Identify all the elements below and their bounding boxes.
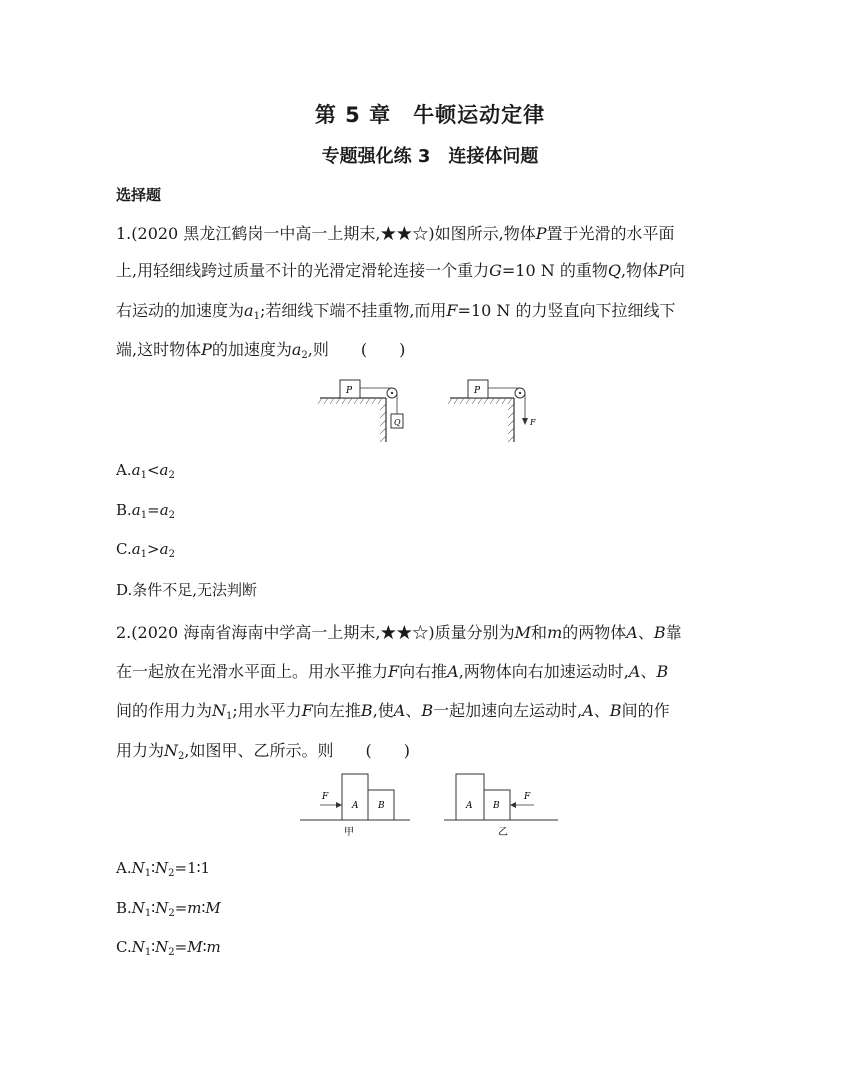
block-p-label: P bbox=[346, 386, 353, 396]
block-p-label: P bbox=[474, 386, 481, 396]
option-op: = bbox=[147, 501, 160, 519]
option-var: m bbox=[187, 899, 202, 917]
q2-text: ,两物体向右加速运动时, bbox=[458, 662, 629, 681]
q1-text: 上,用轻细线跨过质量不计的光滑定滑轮连接一个重力 bbox=[116, 261, 490, 280]
option-op: = bbox=[174, 938, 188, 956]
q2-var: A bbox=[447, 662, 459, 681]
q2-var: N bbox=[164, 741, 179, 760]
q1-text: ;若细线下端不挂重物,而用 bbox=[259, 301, 447, 320]
q2-line-1 bbox=[116, 620, 682, 643]
q2-var: B bbox=[656, 662, 669, 681]
q1-line-1 bbox=[116, 221, 675, 244]
option-label: A. bbox=[116, 859, 132, 877]
q2-var: A bbox=[628, 662, 641, 681]
option-op: ∶ bbox=[151, 899, 156, 917]
option-sub: 2 bbox=[168, 549, 175, 560]
option-sub: 2 bbox=[168, 868, 175, 879]
option-var: N bbox=[131, 899, 145, 917]
q1-line-4 bbox=[116, 337, 405, 361]
q1-option-d[interactable]: D.条件不足,无法判断 bbox=[116, 581, 258, 599]
q1-var: P bbox=[535, 224, 547, 243]
q2-var: B bbox=[609, 701, 622, 720]
q2-text: 间的作用力为 bbox=[116, 701, 213, 720]
q2-var: N bbox=[212, 701, 227, 720]
q2-text: 的两物体 bbox=[562, 623, 627, 642]
q2-sub: 2 bbox=[178, 751, 185, 762]
q2-var: B bbox=[653, 623, 666, 642]
option-var: N bbox=[155, 899, 169, 917]
q1-text: 的加速度为 bbox=[211, 340, 292, 359]
option-op: ∶ bbox=[151, 859, 156, 877]
q2-line-2 bbox=[116, 659, 668, 682]
option-op: ∶ bbox=[202, 938, 207, 956]
q2-text: ;用水平力 bbox=[232, 701, 302, 720]
option-label: C. bbox=[116, 938, 132, 956]
q2-text: ,如图甲、乙所示。则 ( ) bbox=[184, 741, 410, 760]
q2-fig-yi bbox=[444, 774, 558, 838]
q1-text: ,物体 bbox=[620, 261, 659, 280]
force-f-label: F bbox=[524, 792, 531, 802]
option-sub: 2 bbox=[168, 470, 175, 481]
q2-text: 间的作 bbox=[621, 701, 670, 720]
q1-option-a[interactable] bbox=[116, 461, 175, 481]
option-sub: 1 bbox=[140, 470, 147, 481]
q2-var: F bbox=[301, 701, 313, 720]
q1-var: P bbox=[201, 340, 212, 359]
option-var: N bbox=[131, 859, 145, 877]
option-var: a bbox=[159, 540, 169, 558]
q2-option-a[interactable] bbox=[116, 859, 210, 879]
q1-text: 端,这时物体 bbox=[116, 340, 202, 359]
option-var: a bbox=[131, 461, 141, 479]
q2-text: 向右推 bbox=[399, 662, 448, 681]
option-var: N bbox=[155, 859, 169, 877]
q1-var: a bbox=[244, 301, 254, 320]
option-var: N bbox=[131, 938, 145, 956]
q1-figure bbox=[318, 374, 548, 444]
q2-var: m bbox=[547, 623, 563, 642]
q1-text: 置于光滑的水平面 bbox=[546, 224, 675, 243]
option-op: < bbox=[146, 461, 160, 479]
q1-var: a bbox=[291, 340, 302, 359]
block-b-label: B bbox=[378, 801, 385, 811]
option-sub: 2 bbox=[168, 908, 175, 919]
arrow-right-icon bbox=[336, 802, 342, 808]
option-label: B. bbox=[116, 899, 132, 917]
q1-option-c[interactable] bbox=[116, 540, 175, 560]
q2-option-c[interactable] bbox=[116, 938, 221, 958]
weight-q-label: Q bbox=[394, 418, 401, 427]
option-sub: 2 bbox=[168, 947, 175, 958]
option-var: a bbox=[159, 501, 169, 519]
q2-line-4 bbox=[116, 738, 410, 762]
q2-text: 、 bbox=[640, 662, 657, 681]
q1-var: P bbox=[658, 261, 669, 280]
q2-var: A bbox=[393, 701, 406, 720]
option-var: N bbox=[155, 938, 169, 956]
q1-fig-right bbox=[448, 380, 536, 442]
force-f-label: F bbox=[530, 418, 536, 427]
option-sub: 1 bbox=[144, 868, 152, 879]
option-sub: 1 bbox=[144, 908, 152, 919]
option-sub: 2 bbox=[168, 510, 176, 521]
q2-figure bbox=[300, 770, 562, 840]
q1-text: ,则 ( ) bbox=[307, 340, 406, 359]
option-var: a bbox=[131, 540, 141, 558]
figure-caption-yi: 乙 bbox=[498, 827, 508, 838]
option-op: = bbox=[174, 899, 188, 917]
option-sub: 1 bbox=[140, 549, 148, 560]
option-label: A. bbox=[116, 461, 132, 479]
q1-line-3 bbox=[116, 298, 675, 322]
option-text: =1∶1 bbox=[174, 859, 211, 877]
q2-var: A bbox=[582, 701, 594, 720]
q1-text: 右运动的加速度为 bbox=[116, 301, 245, 320]
q2-text: 2.(2020 海南省海南中学高一上期末,★★☆)质量分别为 bbox=[116, 623, 515, 642]
option-op: > bbox=[147, 540, 160, 558]
q1-var: F bbox=[446, 301, 458, 320]
q2-var: A bbox=[626, 623, 638, 642]
section-heading: 选择题 bbox=[116, 186, 162, 204]
q2-text: 在一起放在光滑水平面上。用水平推力 bbox=[116, 662, 389, 681]
q1-sub: 2 bbox=[301, 350, 308, 361]
q2-text: 、 bbox=[637, 623, 654, 642]
q1-var: Q bbox=[607, 261, 621, 280]
page-subtitle: 专题强化练 3 连接体问题 bbox=[321, 146, 539, 167]
q2-sub: 1 bbox=[226, 711, 233, 722]
q2-text: 一起加速向左运动时, bbox=[433, 701, 583, 720]
q2-text: ,使 bbox=[372, 701, 394, 720]
q2-text: 靠 bbox=[665, 623, 682, 642]
option-sub: 1 bbox=[144, 947, 152, 958]
block-a-label: A bbox=[352, 801, 359, 811]
option-label: B. bbox=[116, 501, 132, 519]
arrow-down-icon bbox=[522, 418, 528, 425]
q2-text: 用力为 bbox=[116, 741, 165, 760]
q1-text: 向 bbox=[668, 261, 685, 280]
q2-text: 、 bbox=[593, 701, 610, 720]
option-op: ∶ bbox=[151, 938, 156, 956]
chapter-title: 第 5 章 牛顿运动定律 bbox=[314, 103, 546, 127]
option-sub: 1 bbox=[140, 510, 148, 521]
option-label: C. bbox=[116, 540, 132, 558]
q2-text: 和 bbox=[531, 623, 548, 642]
option-var: M bbox=[187, 938, 203, 956]
q2-var: M bbox=[514, 623, 532, 642]
q1-option-b[interactable] bbox=[116, 501, 175, 521]
q2-text: 向左推 bbox=[312, 701, 361, 720]
q1-sub: 1 bbox=[253, 311, 260, 322]
q1-line-2 bbox=[116, 258, 685, 281]
q1-text: 1.(2020 黑龙江鹤岗一中高一上期末,★★☆)如图所示,物体 bbox=[116, 224, 536, 243]
q2-var: B bbox=[421, 701, 434, 720]
q2-var: B bbox=[360, 701, 373, 720]
q1-text: =10 N 的重物 bbox=[501, 261, 608, 280]
option-var: M bbox=[205, 899, 221, 917]
option-var: a bbox=[159, 461, 169, 479]
q2-line-3 bbox=[116, 698, 670, 722]
figure-caption-jia: 甲 bbox=[344, 827, 354, 838]
q1-fig-left bbox=[318, 380, 403, 442]
block-b-label: B bbox=[493, 801, 500, 811]
option-var: m bbox=[206, 938, 221, 956]
q2-text: 、 bbox=[405, 701, 422, 720]
q1-var: G bbox=[489, 261, 502, 280]
arrow-left-icon bbox=[510, 802, 516, 808]
option-op: ∶ bbox=[201, 899, 206, 917]
option-var: a bbox=[131, 501, 141, 519]
q2-fig-jia bbox=[300, 774, 410, 838]
force-f-label: F bbox=[322, 792, 329, 802]
q1-text: =10 N 的力竖直向下拉细线下 bbox=[457, 301, 676, 320]
q2-option-b[interactable] bbox=[116, 899, 221, 919]
q2-var: F bbox=[388, 662, 400, 681]
block-a-label: A bbox=[466, 801, 473, 811]
